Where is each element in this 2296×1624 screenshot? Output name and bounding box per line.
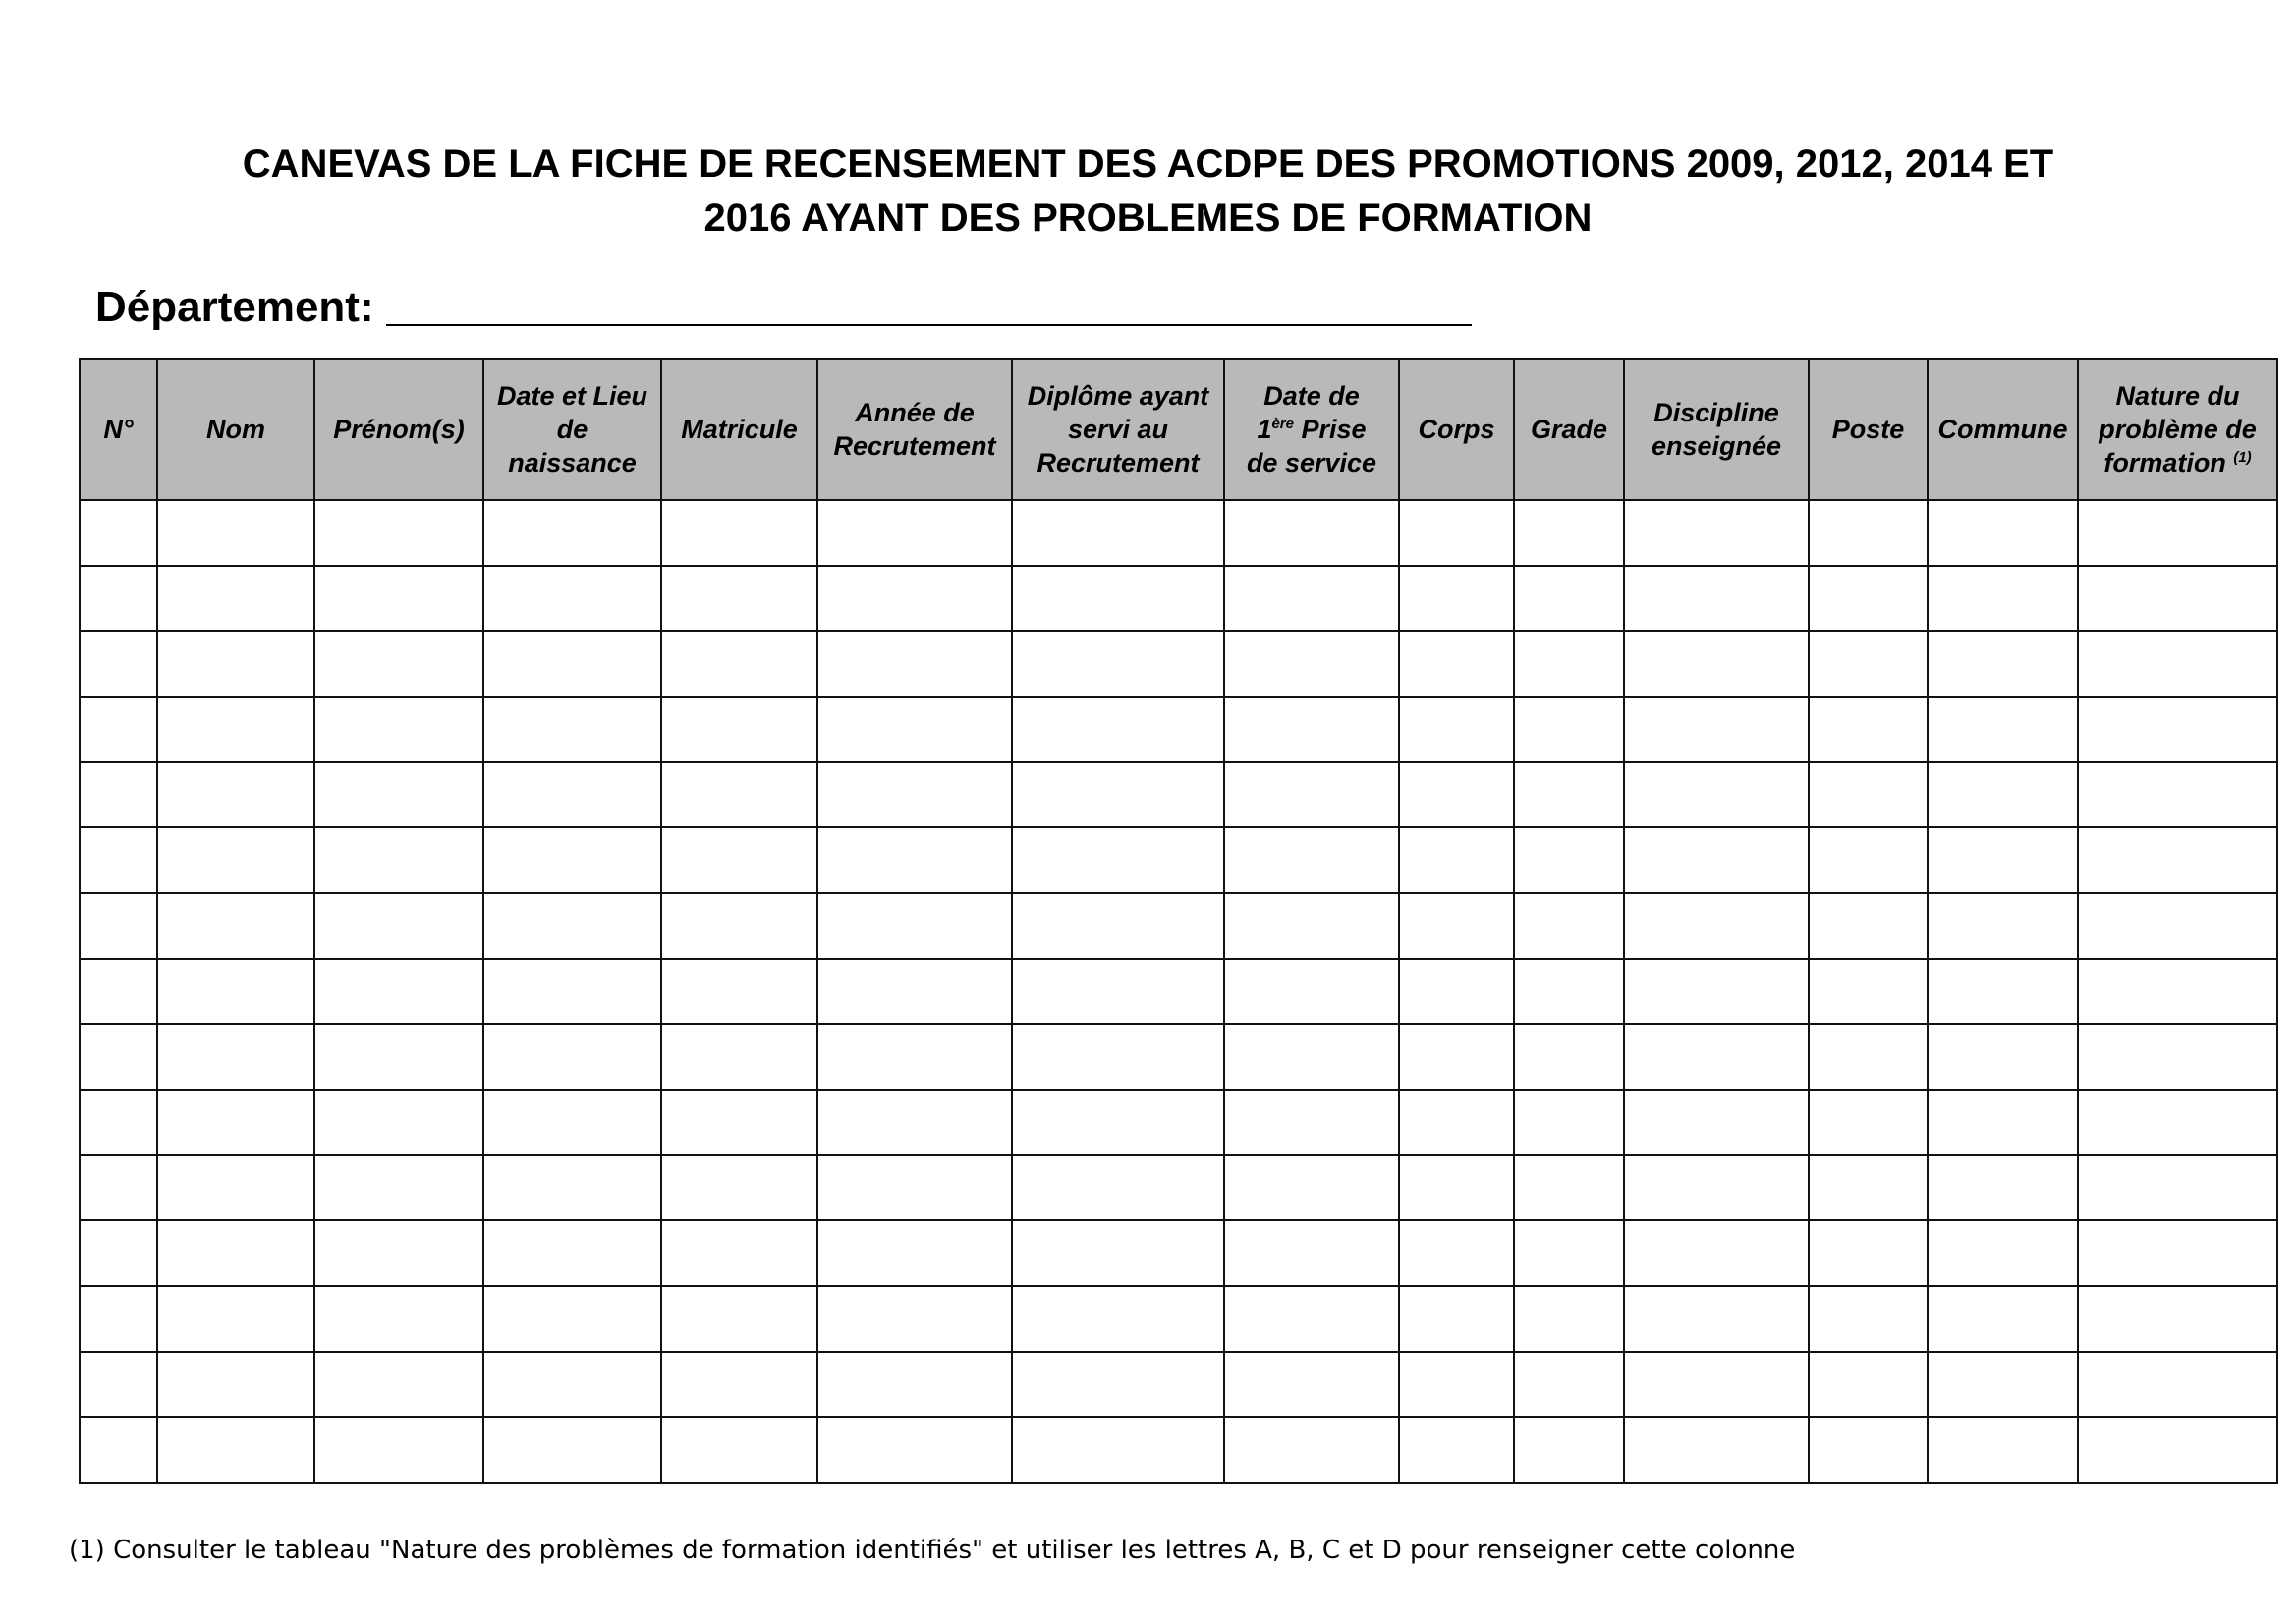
table-cell[interactable] bbox=[817, 1220, 1012, 1286]
table-row bbox=[80, 697, 2277, 762]
table-cell[interactable] bbox=[314, 1155, 483, 1221]
page-title bbox=[0, 138, 2296, 246]
table-cell[interactable] bbox=[314, 827, 483, 893]
table-cell[interactable] bbox=[1809, 1220, 1928, 1286]
table-cell[interactable] bbox=[1928, 1090, 2078, 1155]
table-cell[interactable] bbox=[80, 697, 157, 762]
table-cell[interactable] bbox=[1224, 1352, 1399, 1418]
table-cell[interactable] bbox=[1928, 959, 2078, 1025]
table-cell[interactable] bbox=[1624, 500, 1809, 566]
table-cell[interactable] bbox=[817, 893, 1012, 959]
table-row bbox=[80, 959, 2277, 1025]
col-header-poste: Poste bbox=[1809, 359, 1928, 500]
table-cell[interactable] bbox=[1809, 827, 1928, 893]
table-cell[interactable] bbox=[1624, 1286, 1809, 1352]
table-cell[interactable] bbox=[157, 500, 314, 566]
col-header-numero: N° bbox=[80, 359, 157, 500]
table-cell[interactable] bbox=[817, 500, 1012, 566]
table-cell[interactable] bbox=[1012, 762, 1224, 828]
table-cell[interactable] bbox=[1012, 1417, 1224, 1483]
table-cell[interactable] bbox=[1224, 500, 1399, 566]
table-cell[interactable] bbox=[1809, 762, 1928, 828]
table-cell[interactable] bbox=[314, 631, 483, 697]
table-row bbox=[80, 893, 2277, 959]
table-cell[interactable] bbox=[483, 1286, 661, 1352]
col-header-prenoms: Prénom(s) bbox=[314, 359, 483, 500]
table-cell[interactable] bbox=[2078, 1352, 2277, 1418]
col-header-nature-probleme: Nature du problème de formation $^{(1)}$ bbox=[2078, 359, 2277, 500]
table-cell[interactable] bbox=[661, 1024, 817, 1090]
table-cell[interactable] bbox=[661, 762, 817, 828]
table-cell[interactable] bbox=[661, 827, 817, 893]
table-cell[interactable] bbox=[1399, 566, 1514, 632]
table-cell[interactable] bbox=[1399, 762, 1514, 828]
table-cell[interactable] bbox=[1514, 1286, 1624, 1352]
table-cell[interactable] bbox=[2078, 1417, 2277, 1483]
table-cell[interactable] bbox=[483, 1417, 661, 1483]
table-cell[interactable] bbox=[2078, 959, 2277, 1025]
table-cell[interactable] bbox=[1624, 827, 1809, 893]
table-cell[interactable] bbox=[1624, 631, 1809, 697]
table-row bbox=[80, 1220, 2277, 1286]
table-cell[interactable] bbox=[1224, 762, 1399, 828]
table-cell[interactable] bbox=[1809, 893, 1928, 959]
table-row bbox=[80, 1090, 2277, 1155]
table-cell[interactable] bbox=[817, 827, 1012, 893]
table-cell[interactable] bbox=[157, 697, 314, 762]
table-cell[interactable] bbox=[661, 1220, 817, 1286]
title-line-1: CANEVAS DE LA FICHE DE RECENSEMENT DES ACDPE DES PROMOTIONS 2009, 2012, 2014 ET bbox=[242, 142, 2054, 186]
table-cell[interactable] bbox=[1224, 893, 1399, 959]
table-cell[interactable] bbox=[1399, 1352, 1514, 1418]
table-cell[interactable] bbox=[314, 1352, 483, 1418]
table-cell[interactable] bbox=[1224, 1155, 1399, 1221]
table-cell[interactable] bbox=[1624, 1417, 1809, 1483]
table-cell[interactable] bbox=[1012, 631, 1224, 697]
table-cell[interactable] bbox=[80, 1286, 157, 1352]
table-cell[interactable] bbox=[1224, 827, 1399, 893]
col-header-date-prise-service: Date de 1ère Prise de service bbox=[1224, 359, 1399, 500]
table-cell[interactable] bbox=[157, 1286, 314, 1352]
table-cell[interactable] bbox=[1514, 566, 1624, 632]
table-cell[interactable] bbox=[1514, 1417, 1624, 1483]
table-cell[interactable] bbox=[1809, 959, 1928, 1025]
table-row bbox=[80, 1352, 2277, 1418]
table-cell[interactable] bbox=[1012, 566, 1224, 632]
table-cell[interactable] bbox=[483, 827, 661, 893]
table-cell[interactable] bbox=[1928, 566, 2078, 632]
table-cell[interactable] bbox=[1224, 631, 1399, 697]
table-cell[interactable] bbox=[1809, 566, 1928, 632]
table-cell[interactable] bbox=[1224, 1090, 1399, 1155]
table-row bbox=[80, 1286, 2277, 1352]
table-cell[interactable] bbox=[1809, 697, 1928, 762]
table-cell[interactable] bbox=[661, 1352, 817, 1418]
table-cell[interactable] bbox=[483, 1024, 661, 1090]
table-cell[interactable] bbox=[157, 893, 314, 959]
table-cell[interactable] bbox=[1399, 500, 1514, 566]
table-cell[interactable] bbox=[2078, 500, 2277, 566]
table-cell[interactable] bbox=[1928, 1352, 2078, 1418]
col-header-diplome: Diplôme ayant servi au Recrutement bbox=[1012, 359, 1224, 500]
table-cell[interactable] bbox=[314, 762, 483, 828]
table-cell[interactable] bbox=[1012, 827, 1224, 893]
table-cell[interactable] bbox=[1624, 959, 1809, 1025]
table-cell[interactable] bbox=[157, 827, 314, 893]
table-cell[interactable] bbox=[80, 1024, 157, 1090]
table-cell[interactable] bbox=[1624, 762, 1809, 828]
table-cell[interactable] bbox=[2078, 893, 2277, 959]
table-cell[interactable] bbox=[1012, 959, 1224, 1025]
table-cell[interactable] bbox=[483, 1220, 661, 1286]
table-cell[interactable] bbox=[483, 500, 661, 566]
table-row bbox=[80, 827, 2277, 893]
table-cell[interactable] bbox=[1514, 762, 1624, 828]
table-cell[interactable] bbox=[661, 1417, 817, 1483]
col-header-commune: Commune bbox=[1928, 359, 2078, 500]
table-cell[interactable] bbox=[1928, 1220, 2078, 1286]
table-cell[interactable] bbox=[1514, 631, 1624, 697]
title-line-2: 2016 AYANT DES PROBLEMES DE FORMATION bbox=[703, 196, 1593, 240]
table-cell[interactable] bbox=[1624, 566, 1809, 632]
table-cell[interactable] bbox=[1809, 1286, 1928, 1352]
table-row bbox=[80, 500, 2277, 566]
department-field bbox=[95, 283, 1472, 332]
table-cell[interactable] bbox=[1624, 893, 1809, 959]
table-cell[interactable] bbox=[1514, 500, 1624, 566]
table-cell[interactable] bbox=[2078, 631, 2277, 697]
table-cell[interactable] bbox=[817, 1155, 1012, 1221]
table-cell[interactable] bbox=[2078, 1024, 2277, 1090]
table-cell[interactable] bbox=[2078, 1090, 2277, 1155]
table-cell[interactable] bbox=[1514, 959, 1624, 1025]
table-cell[interactable] bbox=[314, 1220, 483, 1286]
table-cell[interactable] bbox=[2078, 827, 2277, 893]
table-cell[interactable] bbox=[1399, 827, 1514, 893]
table-cell[interactable] bbox=[483, 959, 661, 1025]
col-header-corps: Corps bbox=[1399, 359, 1514, 500]
table-cell[interactable] bbox=[1399, 1155, 1514, 1221]
table-cell[interactable] bbox=[817, 566, 1012, 632]
table-cell[interactable] bbox=[1012, 893, 1224, 959]
table-cell[interactable] bbox=[314, 959, 483, 1025]
table-cell[interactable] bbox=[1224, 1220, 1399, 1286]
table-cell[interactable] bbox=[817, 1352, 1012, 1418]
department-label: Département: bbox=[95, 283, 374, 331]
table-cell[interactable] bbox=[1809, 1417, 1928, 1483]
col-header-annee-recrutement: Année de Recrutement bbox=[817, 359, 1012, 500]
table-cell[interactable] bbox=[1224, 697, 1399, 762]
table-cell[interactable] bbox=[157, 959, 314, 1025]
table-cell[interactable] bbox=[157, 762, 314, 828]
table-cell[interactable] bbox=[817, 1417, 1012, 1483]
table-cell[interactable] bbox=[1224, 566, 1399, 632]
col-header-discipline: Discipline enseignée bbox=[1624, 359, 1809, 500]
table-cell[interactable] bbox=[314, 697, 483, 762]
table-cell[interactable] bbox=[1399, 631, 1514, 697]
table-cell[interactable] bbox=[661, 697, 817, 762]
table-cell[interactable] bbox=[661, 566, 817, 632]
table-cell[interactable] bbox=[817, 1090, 1012, 1155]
table-cell[interactable] bbox=[157, 566, 314, 632]
table-cell[interactable] bbox=[1928, 1417, 2078, 1483]
table-cell[interactable] bbox=[80, 1090, 157, 1155]
table-cell[interactable] bbox=[1012, 500, 1224, 566]
table-cell[interactable] bbox=[1809, 1024, 1928, 1090]
table-cell[interactable] bbox=[1514, 827, 1624, 893]
col-header-date-lieu-naissance: Date et Lieu de naissance bbox=[483, 359, 661, 500]
table-cell[interactable] bbox=[1399, 959, 1514, 1025]
table-cell[interactable] bbox=[1514, 697, 1624, 762]
table-cell[interactable] bbox=[314, 500, 483, 566]
table-cell[interactable] bbox=[1399, 697, 1514, 762]
table-cell[interactable] bbox=[1224, 1286, 1399, 1352]
table-cell[interactable] bbox=[661, 893, 817, 959]
table-cell[interactable] bbox=[1809, 500, 1928, 566]
table-cell[interactable] bbox=[1809, 1155, 1928, 1221]
table-cell[interactable] bbox=[1012, 1155, 1224, 1221]
table-cell[interactable] bbox=[1514, 1155, 1624, 1221]
col-header-matricule: Matricule bbox=[661, 359, 817, 500]
table-cell[interactable] bbox=[1514, 893, 1624, 959]
table-cell[interactable] bbox=[483, 1352, 661, 1418]
table-cell[interactable] bbox=[661, 631, 817, 697]
table-cell[interactable] bbox=[1399, 1417, 1514, 1483]
table-cell[interactable] bbox=[1399, 893, 1514, 959]
table-cell[interactable] bbox=[80, 631, 157, 697]
table-cell[interactable] bbox=[157, 1352, 314, 1418]
table-cell[interactable] bbox=[2078, 762, 2277, 828]
table-cell[interactable] bbox=[80, 500, 157, 566]
table-cell[interactable] bbox=[1012, 1090, 1224, 1155]
table-cell[interactable] bbox=[157, 1090, 314, 1155]
table-cell[interactable] bbox=[483, 697, 661, 762]
department-blank-line[interactable] bbox=[386, 324, 1472, 326]
header-row bbox=[80, 359, 2277, 500]
table-cell[interactable] bbox=[1514, 1090, 1624, 1155]
table-cell[interactable] bbox=[1928, 827, 2078, 893]
footnote: (1) Consulter le tableau "Nature des problèmes de formation identifiés" et utiliser les lettres A, B, C et D pour renseigner cette colonne bbox=[69, 1536, 1796, 1565]
table-cell[interactable] bbox=[1399, 1220, 1514, 1286]
col-header-nom: Nom bbox=[157, 359, 314, 500]
table-cell[interactable] bbox=[817, 959, 1012, 1025]
table-cell[interactable] bbox=[483, 762, 661, 828]
table-cell[interactable] bbox=[1224, 1417, 1399, 1483]
table-body bbox=[80, 500, 2277, 1483]
table-cell[interactable] bbox=[1514, 1024, 1624, 1090]
census-table bbox=[79, 358, 2278, 1484]
table-cell[interactable] bbox=[1624, 1090, 1809, 1155]
table-cell[interactable] bbox=[817, 631, 1012, 697]
table-cell[interactable] bbox=[1224, 1024, 1399, 1090]
table-cell[interactable] bbox=[157, 1220, 314, 1286]
table-cell[interactable] bbox=[1809, 1090, 1928, 1155]
table-cell[interactable] bbox=[661, 959, 817, 1025]
table-cell[interactable] bbox=[817, 1286, 1012, 1352]
table-cell[interactable] bbox=[80, 893, 157, 959]
table-row bbox=[80, 1024, 2277, 1090]
table-cell[interactable] bbox=[483, 631, 661, 697]
table-cell[interactable] bbox=[817, 697, 1012, 762]
table-cell[interactable] bbox=[1928, 1024, 2078, 1090]
table-cell[interactable] bbox=[1399, 1286, 1514, 1352]
table-cell[interactable] bbox=[1399, 1024, 1514, 1090]
table-row bbox=[80, 631, 2277, 697]
table-cell[interactable] bbox=[80, 762, 157, 828]
table-cell[interactable] bbox=[483, 1090, 661, 1155]
table-cell[interactable] bbox=[1012, 1024, 1224, 1090]
table-cell[interactable] bbox=[1928, 500, 2078, 566]
table-cell[interactable] bbox=[483, 566, 661, 632]
table-cell[interactable] bbox=[1514, 1220, 1624, 1286]
table-cell[interactable] bbox=[157, 1417, 314, 1483]
table-cell[interactable] bbox=[1928, 697, 2078, 762]
table-cell[interactable] bbox=[1399, 1090, 1514, 1155]
table-cell[interactable] bbox=[1928, 631, 2078, 697]
table-cell[interactable] bbox=[80, 827, 157, 893]
table-cell[interactable] bbox=[1809, 631, 1928, 697]
table-cell[interactable] bbox=[1224, 959, 1399, 1025]
table-cell[interactable] bbox=[80, 1352, 157, 1418]
table-row bbox=[80, 762, 2277, 828]
table-cell[interactable] bbox=[2078, 566, 2277, 632]
table-cell[interactable] bbox=[661, 1286, 817, 1352]
table-cell[interactable] bbox=[157, 1024, 314, 1090]
table-cell[interactable] bbox=[817, 1024, 1012, 1090]
table-cell[interactable] bbox=[1928, 762, 2078, 828]
table-cell[interactable] bbox=[314, 1417, 483, 1483]
table-cell[interactable] bbox=[1928, 1286, 2078, 1352]
table-cell[interactable] bbox=[817, 762, 1012, 828]
table-cell[interactable] bbox=[483, 1155, 661, 1221]
table-cell[interactable] bbox=[661, 500, 817, 566]
table-cell[interactable] bbox=[1624, 1352, 1809, 1418]
table-cell[interactable] bbox=[157, 1155, 314, 1221]
table-cell[interactable] bbox=[80, 959, 157, 1025]
table-cell[interactable] bbox=[2078, 1220, 2277, 1286]
table-cell[interactable] bbox=[80, 1417, 157, 1483]
table-cell[interactable] bbox=[483, 893, 661, 959]
table-cell[interactable] bbox=[1624, 1024, 1809, 1090]
table-cell[interactable] bbox=[314, 566, 483, 632]
table-cell[interactable] bbox=[1624, 1220, 1809, 1286]
table-cell[interactable] bbox=[2078, 1155, 2277, 1221]
table-cell[interactable] bbox=[2078, 1286, 2277, 1352]
table-cell[interactable] bbox=[80, 1155, 157, 1221]
table-cell[interactable] bbox=[314, 1090, 483, 1155]
table-cell[interactable] bbox=[314, 893, 483, 959]
col-header-grade: Grade bbox=[1514, 359, 1624, 500]
table-cell[interactable] bbox=[1928, 893, 2078, 959]
table-cell[interactable] bbox=[80, 566, 157, 632]
table-cell[interactable] bbox=[1624, 1155, 1809, 1221]
table-cell[interactable] bbox=[1514, 1352, 1624, 1418]
table-row bbox=[80, 566, 2277, 632]
table-row bbox=[80, 1417, 2277, 1483]
table-cell[interactable] bbox=[661, 1090, 817, 1155]
table-row bbox=[80, 1155, 2277, 1221]
table-cell[interactable] bbox=[1928, 1155, 2078, 1221]
table-cell[interactable] bbox=[1012, 697, 1224, 762]
table-cell[interactable] bbox=[1012, 1286, 1224, 1352]
table-cell[interactable] bbox=[314, 1286, 483, 1352]
table-cell[interactable] bbox=[1012, 1220, 1224, 1286]
table-cell[interactable] bbox=[1809, 1352, 1928, 1418]
table-cell[interactable] bbox=[1624, 697, 1809, 762]
table-cell[interactable] bbox=[157, 631, 314, 697]
table-cell[interactable] bbox=[1012, 1352, 1224, 1418]
table-cell[interactable] bbox=[80, 1220, 157, 1286]
table-cell[interactable] bbox=[314, 1024, 483, 1090]
table-cell[interactable] bbox=[2078, 697, 2277, 762]
table-cell[interactable] bbox=[661, 1155, 817, 1221]
